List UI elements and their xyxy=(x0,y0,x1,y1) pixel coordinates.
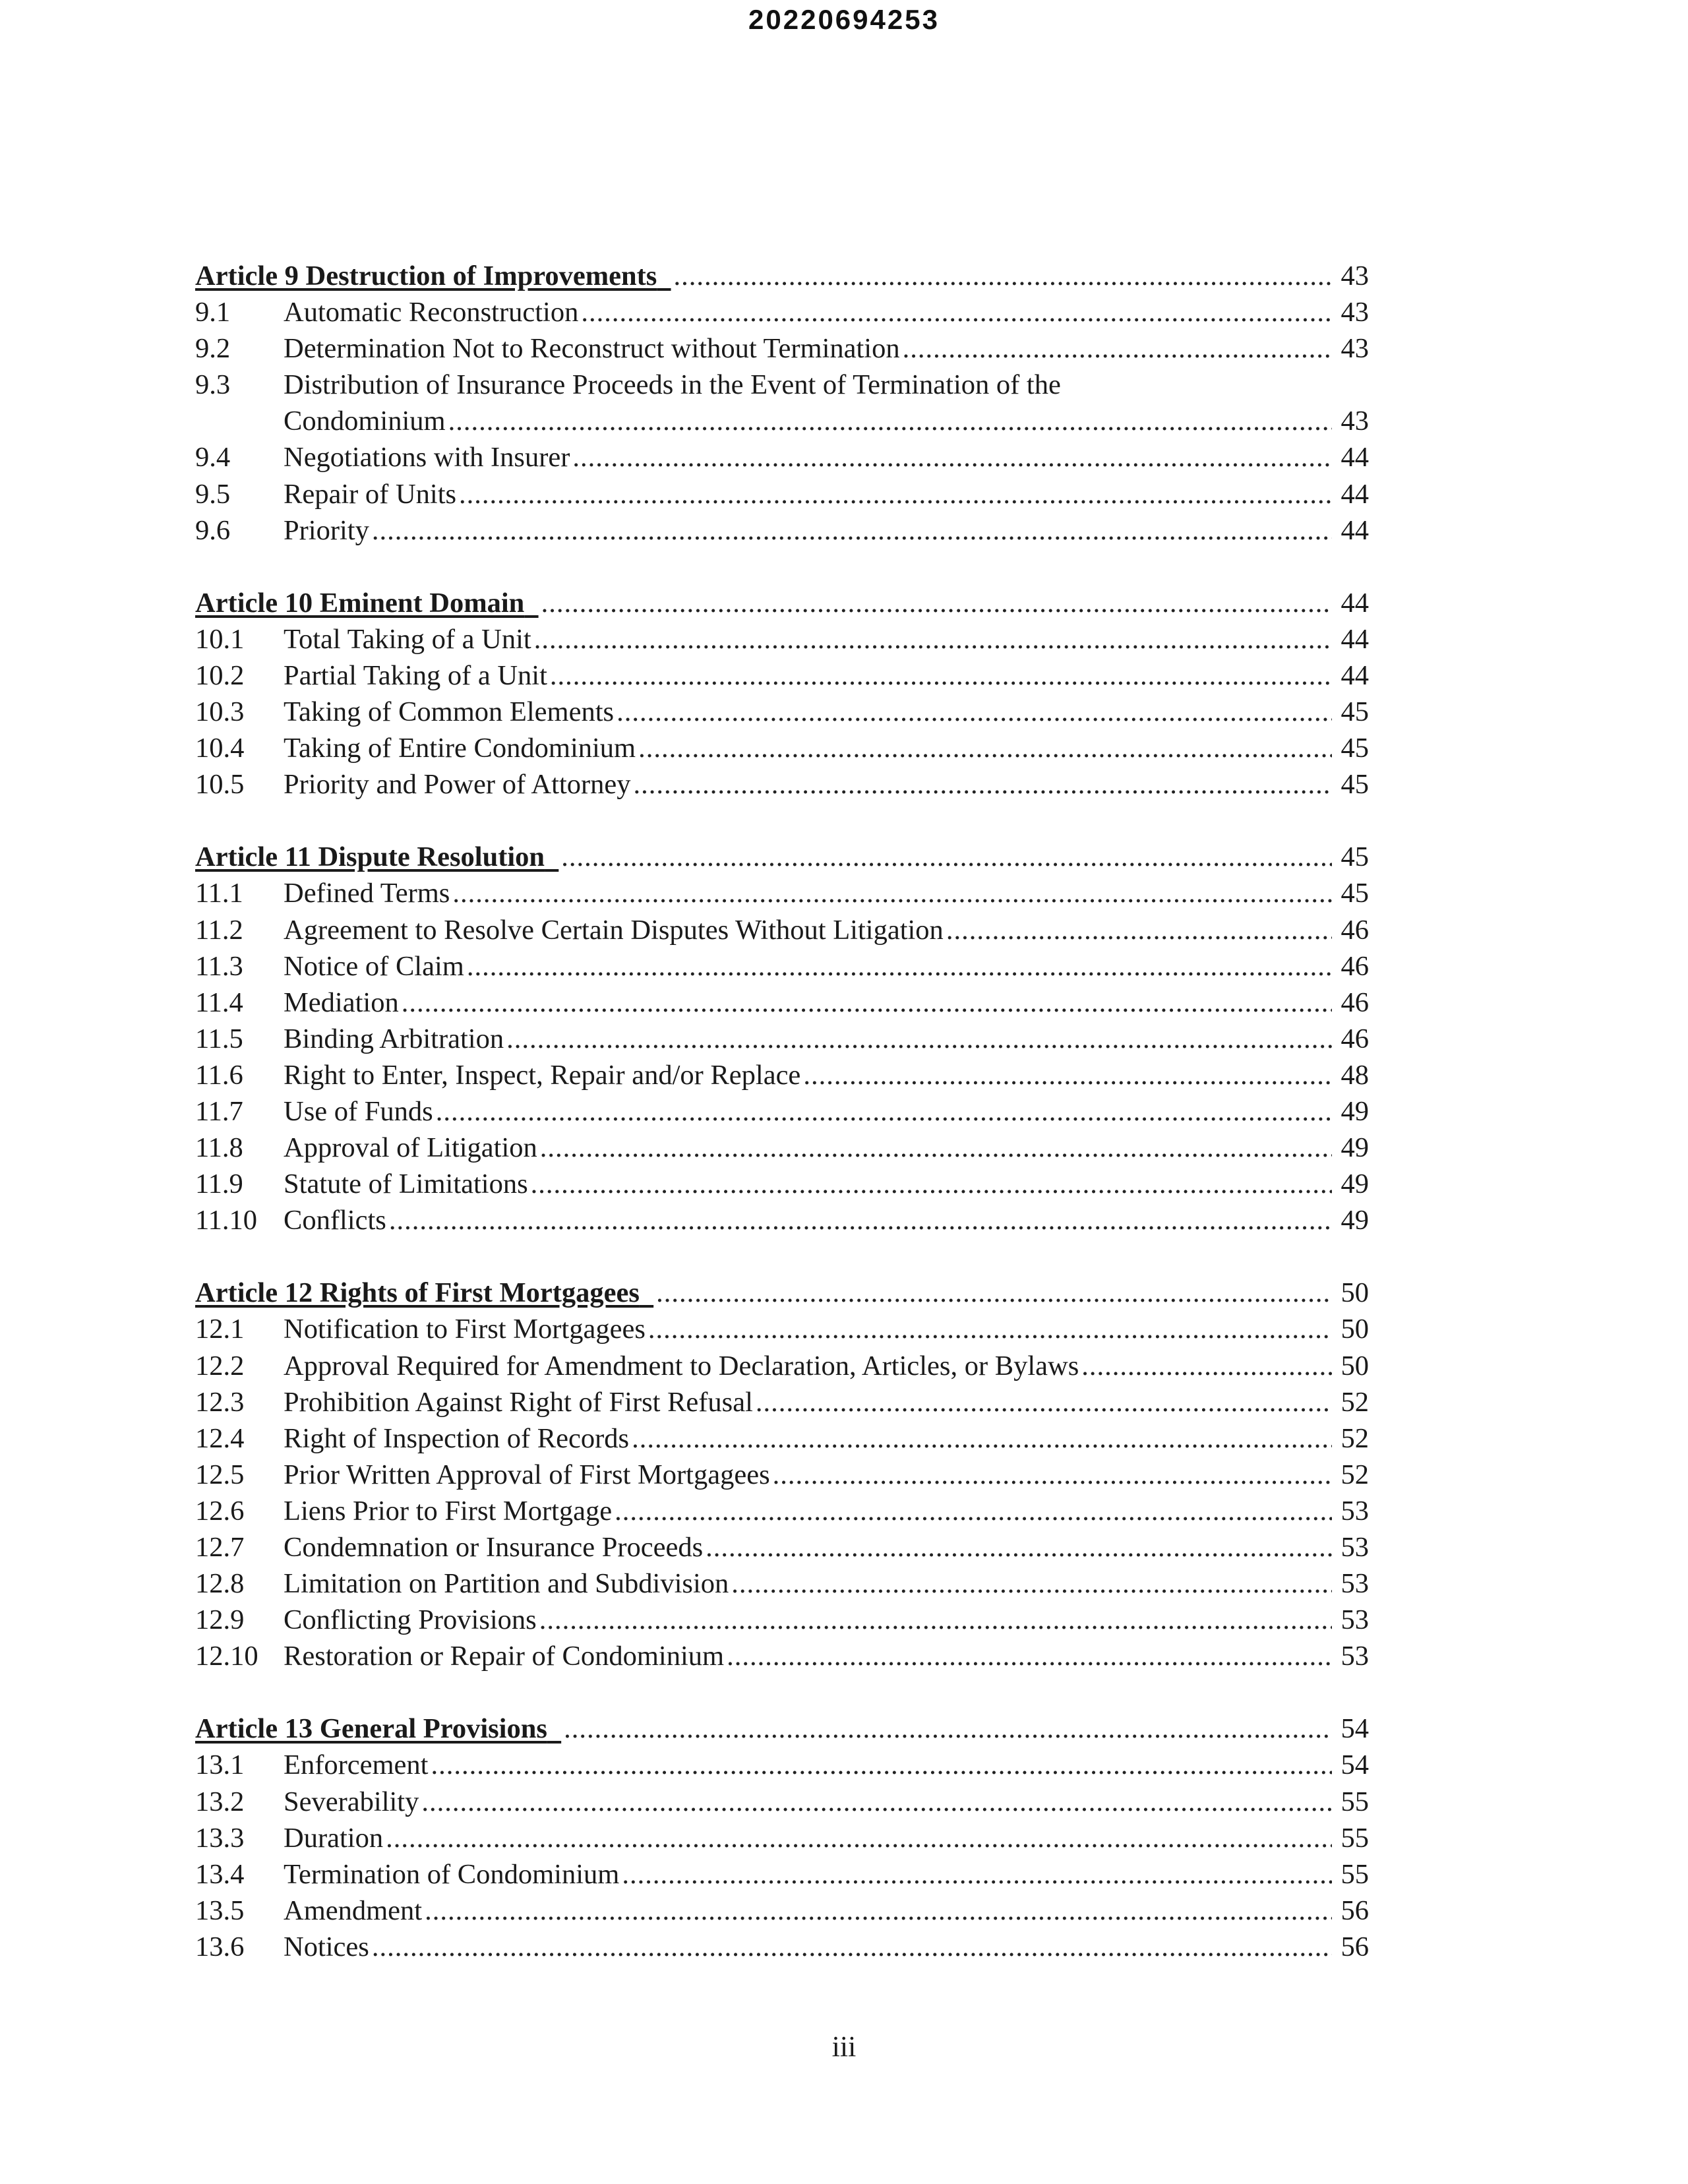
dot-leader xyxy=(539,1602,1332,1638)
section-number: 13.1 xyxy=(195,1749,245,1781)
dot-leader xyxy=(564,1711,1332,1747)
toc-entry xyxy=(195,1420,1369,1457)
toc-entry xyxy=(195,1130,1369,1166)
section-number: 12.10 xyxy=(195,1641,258,1672)
toc-entry-line xyxy=(195,367,1369,403)
section-title: Total Taking of a Unit xyxy=(284,623,531,655)
toc-entry xyxy=(195,1529,1369,1565)
dot-leader xyxy=(622,1856,1332,1893)
section-title: Priority xyxy=(284,514,369,546)
dot-leader xyxy=(633,766,1332,803)
toc-entry xyxy=(195,1893,1369,1929)
section-title: Determination Not to Reconstruct without Termination xyxy=(284,333,900,365)
section-page-number: 53 xyxy=(1341,1641,1369,1672)
section-page-number: 44 xyxy=(1341,478,1369,510)
dot-leader xyxy=(402,985,1332,1021)
section-number: 11.6 xyxy=(195,1059,243,1091)
toc-entry xyxy=(195,766,1369,803)
section-number: 9.4 xyxy=(195,442,231,473)
dot-leader xyxy=(386,1820,1332,1856)
section-number: 12.4 xyxy=(195,1422,245,1454)
dot-leader xyxy=(436,1093,1332,1130)
section-number: 11.2 xyxy=(195,914,243,946)
toc-entry xyxy=(195,621,1369,657)
section-title: Limitation on Partition and Subdivision xyxy=(284,1568,729,1600)
article-title: Article 13 General Provisions xyxy=(195,1713,547,1745)
toc-entry xyxy=(195,1820,1369,1856)
section-number: 11.9 xyxy=(195,1168,243,1200)
section-page-number: 54 xyxy=(1341,1749,1369,1781)
toc-entry xyxy=(195,657,1369,694)
section-page-number: 43 xyxy=(1341,333,1369,365)
section-number: 12.8 xyxy=(195,1568,245,1600)
toc-entry xyxy=(195,730,1369,766)
toc-article-heading xyxy=(195,839,1369,875)
section-number: 13.2 xyxy=(195,1786,245,1817)
section-title: Binding Arbitration xyxy=(284,1023,504,1054)
dot-leader xyxy=(731,1565,1332,1602)
toc-entry xyxy=(195,330,1369,367)
section-page-number: 46 xyxy=(1341,986,1369,1018)
dot-leader xyxy=(506,1021,1332,1057)
toc-entry xyxy=(195,1057,1369,1093)
section-title: Condemnation or Insurance Proceeds xyxy=(284,1532,704,1563)
section-title: Liens Prior to First Mortgage xyxy=(284,1495,613,1527)
section-title: Notices xyxy=(284,1931,369,1962)
section-title: Approval of Litigation xyxy=(284,1132,537,1164)
section-page-number: 44 xyxy=(1341,514,1369,546)
section-title: Enforcement xyxy=(284,1749,429,1781)
section-title: Negotiations with Insurer xyxy=(284,442,570,473)
toc-entry xyxy=(195,439,1369,475)
toc-entry xyxy=(195,1093,1369,1130)
toc-article-section xyxy=(195,1711,1369,1965)
section-page-number: 43 xyxy=(1341,297,1369,328)
section-page-number: 44 xyxy=(1341,659,1369,691)
section-number: 12.7 xyxy=(195,1532,245,1563)
section-title: Taking of Common Elements xyxy=(284,696,615,728)
section-number: 12.9 xyxy=(195,1604,245,1636)
toc-entry xyxy=(195,1493,1369,1529)
section-page-number: 52 xyxy=(1341,1459,1369,1490)
section-title: Statute of Limitations xyxy=(284,1168,528,1200)
article-page-number: 44 xyxy=(1341,587,1369,619)
dot-leader xyxy=(448,403,1332,439)
section-title: Termination of Condominium xyxy=(284,1858,620,1890)
section-title: Severability xyxy=(284,1786,419,1817)
dot-leader xyxy=(756,1384,1332,1420)
dot-leader xyxy=(632,1420,1332,1457)
section-number: 10.1 xyxy=(195,623,245,655)
section-number: 12.2 xyxy=(195,1350,245,1381)
section-number: 10.2 xyxy=(195,659,245,691)
dot-leader xyxy=(550,657,1332,694)
toc-entry xyxy=(195,1747,1369,1783)
dot-leader xyxy=(421,1784,1332,1820)
article-page-number: 43 xyxy=(1341,260,1369,291)
dot-leader xyxy=(467,948,1332,985)
dot-leader xyxy=(561,839,1332,875)
dot-leader xyxy=(706,1529,1332,1565)
dot-leader xyxy=(617,694,1332,730)
section-number: 9.3 xyxy=(195,369,231,401)
section-number: 12.1 xyxy=(195,1314,245,1345)
section-page-number: 43 xyxy=(1341,406,1369,437)
toc-entry xyxy=(195,912,1369,948)
section-page-number: 46 xyxy=(1341,1023,1369,1054)
section-title: Partial Taking of a Unit xyxy=(284,659,547,691)
section-number: 10.5 xyxy=(195,769,245,801)
toc-entry xyxy=(195,1166,1369,1202)
section-page-number: 53 xyxy=(1341,1568,1369,1600)
section-page-number: 49 xyxy=(1341,1095,1369,1127)
section-number: 11.3 xyxy=(195,950,243,982)
section-page-number: 44 xyxy=(1341,623,1369,655)
article-title: Article 10 Eminent Domain xyxy=(195,587,525,619)
section-title: Notice of Claim xyxy=(284,950,464,982)
dot-leader xyxy=(803,1057,1332,1093)
toc-entry xyxy=(195,948,1369,985)
dot-leader xyxy=(452,875,1332,911)
dot-leader xyxy=(615,1493,1332,1529)
toc-entry xyxy=(195,1202,1369,1238)
section-number: 10.3 xyxy=(195,696,245,728)
section-title: Right of Inspection of Records xyxy=(284,1422,630,1454)
section-page-number: 49 xyxy=(1341,1205,1369,1236)
section-title: Automatic Reconstruction xyxy=(284,297,579,328)
dot-leader xyxy=(389,1202,1332,1238)
section-title: Priority and Power of Attorney xyxy=(284,769,631,801)
toc-article-section xyxy=(195,839,1369,1238)
dot-leader xyxy=(459,476,1332,512)
dot-leader xyxy=(541,585,1332,621)
section-title: Approval Required for Amendment to Declaration, Articles, or Bylaws xyxy=(284,1350,1079,1381)
section-title: Right to Enter, Inspect, Repair and/or Replace xyxy=(284,1059,801,1091)
section-page-number: 52 xyxy=(1341,1422,1369,1454)
section-number: 11.1 xyxy=(195,878,243,909)
dot-leader xyxy=(674,258,1332,294)
dot-leader xyxy=(638,730,1332,766)
toc-entry xyxy=(195,1929,1369,1965)
section-number: 11.5 xyxy=(195,1023,243,1054)
toc-entry xyxy=(195,1602,1369,1638)
toc-entry xyxy=(195,1348,1369,1384)
section-page-number: 55 xyxy=(1341,1786,1369,1817)
section-page-number: 45 xyxy=(1341,769,1369,801)
section-number: 9.6 xyxy=(195,514,231,546)
section-title: Use of Funds xyxy=(284,1095,433,1127)
dot-leader xyxy=(372,1929,1332,1965)
toc-entry xyxy=(195,403,1369,439)
dot-leader xyxy=(581,294,1332,330)
table-of-contents xyxy=(195,258,1369,2001)
section-number: 13.3 xyxy=(195,1822,245,1854)
section-number: 9.2 xyxy=(195,333,231,365)
section-page-number: 53 xyxy=(1341,1532,1369,1563)
section-title: Amendment xyxy=(284,1895,423,1926)
section-page-number: 46 xyxy=(1341,914,1369,946)
section-page-number: 50 xyxy=(1341,1314,1369,1345)
section-number: 12.6 xyxy=(195,1495,245,1527)
toc-entry xyxy=(195,985,1369,1021)
section-page-number: 50 xyxy=(1341,1350,1369,1381)
section-title-line: Distribution of Insurance Proceeds in the Event of Termination of the xyxy=(284,369,1061,401)
toc-article-heading xyxy=(195,1275,1369,1311)
section-page-number: 45 xyxy=(1341,696,1369,728)
toc-article-section xyxy=(195,258,1369,549)
section-number: 11.8 xyxy=(195,1132,243,1164)
toc-entry xyxy=(195,1021,1369,1057)
page-number: iii xyxy=(831,2030,857,2063)
toc-entry xyxy=(195,512,1369,549)
article-title: Article 12 Rights of First Mortgagees xyxy=(195,1277,640,1309)
section-page-number: 55 xyxy=(1341,1822,1369,1854)
dot-leader xyxy=(431,1747,1332,1783)
article-title: Article 9 Destruction of Improvements xyxy=(195,260,657,291)
section-page-number: 55 xyxy=(1341,1858,1369,1890)
section-title: Condominium xyxy=(284,406,446,437)
dot-leader xyxy=(425,1893,1332,1929)
dot-leader xyxy=(773,1457,1332,1493)
dot-leader xyxy=(372,512,1332,549)
toc-entry xyxy=(195,1457,1369,1493)
dot-leader xyxy=(903,330,1332,367)
section-number: 10.4 xyxy=(195,733,245,764)
section-number: 13.4 xyxy=(195,1858,245,1890)
section-title: Duration xyxy=(284,1822,384,1854)
section-title: Conflicts xyxy=(284,1205,386,1236)
toc-article-heading xyxy=(195,585,1369,621)
toc-article-section xyxy=(195,585,1369,803)
dot-leader xyxy=(946,912,1332,948)
section-title: Defined Terms xyxy=(284,878,450,909)
section-number: 11.10 xyxy=(195,1205,258,1236)
dot-leader xyxy=(727,1638,1332,1674)
toc-entry xyxy=(195,875,1369,911)
section-title: Prior Written Approval of First Mortgagees xyxy=(284,1459,770,1490)
toc-entry xyxy=(195,294,1369,330)
section-number: 11.7 xyxy=(195,1095,243,1127)
section-title: Conflicting Provisions xyxy=(284,1604,537,1636)
article-page-number: 45 xyxy=(1341,841,1369,873)
section-page-number: 56 xyxy=(1341,1931,1369,1962)
section-title: Restoration or Repair of Condominium xyxy=(284,1641,725,1672)
toc-entry xyxy=(195,1784,1369,1820)
article-title: Article 11 Dispute Resolution xyxy=(195,841,545,873)
toc-entry xyxy=(195,694,1369,730)
article-page-number: 50 xyxy=(1341,1277,1369,1309)
dot-leader xyxy=(531,1166,1332,1202)
document-number: 20220694253 xyxy=(748,4,940,35)
section-number: 13.6 xyxy=(195,1931,245,1962)
section-number: 9.5 xyxy=(195,478,231,510)
section-page-number: 44 xyxy=(1341,442,1369,473)
section-page-number: 52 xyxy=(1341,1386,1369,1418)
toc-entry xyxy=(195,1311,1369,1347)
section-number: 12.3 xyxy=(195,1386,245,1418)
section-title: Mediation xyxy=(284,986,399,1018)
toc-article-heading xyxy=(195,258,1369,294)
toc-entry xyxy=(195,1565,1369,1602)
dot-leader xyxy=(656,1275,1332,1311)
section-page-number: 53 xyxy=(1341,1495,1369,1527)
dot-leader xyxy=(572,439,1332,475)
section-page-number: 49 xyxy=(1341,1132,1369,1164)
toc-article-heading xyxy=(195,1711,1369,1747)
section-title: Prohibition Against Right of First Refusal xyxy=(284,1386,753,1418)
toc-entry xyxy=(195,476,1369,512)
section-title: Repair of Units xyxy=(284,478,457,510)
dot-leader xyxy=(534,621,1332,657)
section-page-number: 45 xyxy=(1341,878,1369,909)
toc-entry xyxy=(195,1384,1369,1420)
section-title: Notification to First Mortgagees xyxy=(284,1314,646,1345)
section-page-number: 53 xyxy=(1341,1604,1369,1636)
section-page-number: 48 xyxy=(1341,1059,1369,1091)
section-number: 12.5 xyxy=(195,1459,245,1490)
section-page-number: 56 xyxy=(1341,1895,1369,1926)
section-page-number: 46 xyxy=(1341,950,1369,982)
dot-leader xyxy=(1081,1348,1332,1384)
toc-entry xyxy=(195,1856,1369,1893)
section-number: 11.4 xyxy=(195,986,243,1018)
section-number: 9.1 xyxy=(195,297,231,328)
section-title: Agreement to Resolve Certain Disputes Without Litigation xyxy=(284,914,944,946)
section-page-number: 45 xyxy=(1341,733,1369,764)
section-number: 13.5 xyxy=(195,1895,245,1926)
dot-leader xyxy=(540,1130,1332,1166)
article-page-number: 54 xyxy=(1341,1713,1369,1745)
dot-leader xyxy=(648,1311,1332,1347)
toc-article-section xyxy=(195,1275,1369,1674)
section-title: Taking of Entire Condominium xyxy=(284,733,636,764)
section-page-number: 49 xyxy=(1341,1168,1369,1200)
toc-entry xyxy=(195,1638,1369,1674)
